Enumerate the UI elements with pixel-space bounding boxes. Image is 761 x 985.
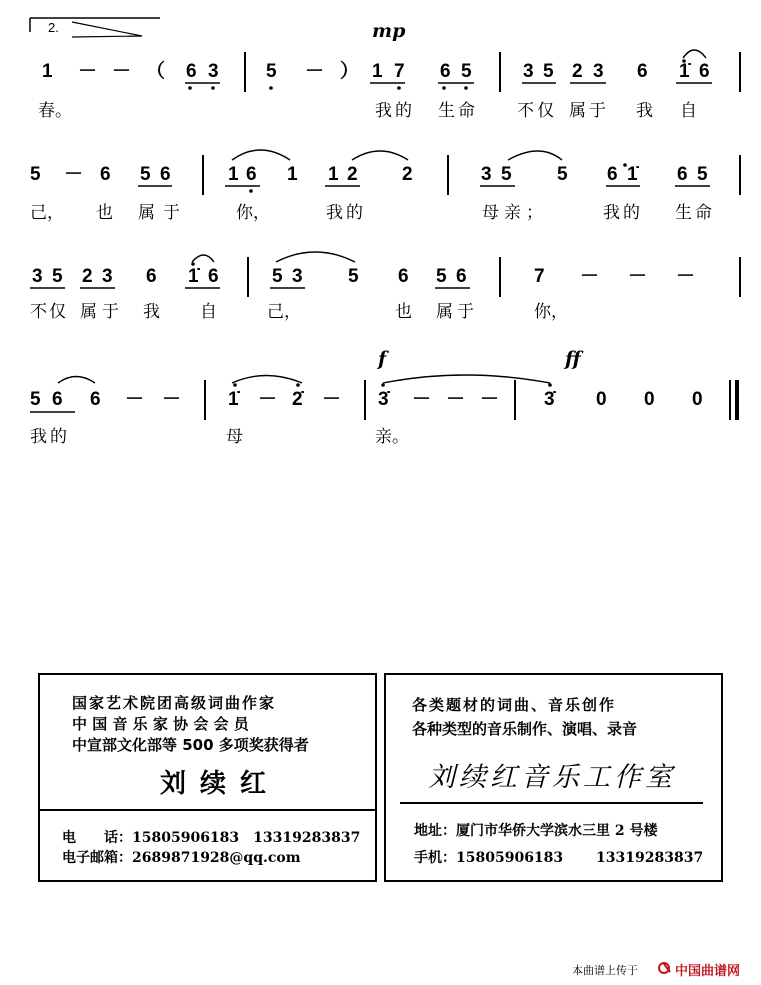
note: 1 bbox=[372, 61, 383, 82]
note: 5 bbox=[461, 61, 472, 82]
lyric: 我的 bbox=[603, 203, 643, 223]
note: 5 bbox=[501, 164, 512, 185]
phone-line: 电 话：15805906183 13319283837 bbox=[62, 830, 361, 846]
note: ） bbox=[340, 61, 360, 82]
note: － bbox=[446, 389, 466, 410]
note: － bbox=[64, 164, 84, 185]
note: 6 bbox=[677, 164, 688, 185]
lyric: 我的 bbox=[30, 427, 70, 447]
note: 5 bbox=[52, 266, 63, 287]
note: 2 bbox=[82, 266, 93, 287]
note: 6 bbox=[52, 389, 63, 410]
note: － bbox=[112, 61, 132, 82]
lyric: 不仅 bbox=[30, 302, 68, 322]
lyric: 亲。 bbox=[375, 427, 409, 447]
note: － bbox=[78, 61, 98, 82]
note: 0 bbox=[692, 389, 703, 410]
lyric: 属于 bbox=[80, 302, 124, 322]
title-line-1: 国家艺术院团高级词曲作家 bbox=[72, 694, 277, 712]
note: 6 bbox=[90, 389, 101, 410]
lyric: 自 bbox=[200, 302, 217, 322]
note: 7 bbox=[534, 266, 545, 287]
volta-label: 2. bbox=[48, 20, 59, 35]
note: 3 bbox=[523, 61, 534, 82]
note: 1 bbox=[228, 164, 239, 185]
note: 2 bbox=[402, 164, 413, 185]
note: 0 bbox=[644, 389, 655, 410]
note: 5 bbox=[272, 266, 283, 287]
note: － bbox=[580, 266, 600, 287]
beam-underlines bbox=[30, 83, 712, 412]
note: 3 bbox=[208, 61, 219, 82]
note: 7 bbox=[394, 61, 405, 82]
note: － bbox=[305, 61, 325, 82]
lyric: 己， bbox=[267, 302, 301, 322]
lyric: 生命 bbox=[675, 203, 715, 223]
note: 1̇ bbox=[627, 164, 638, 185]
lyric: 属于 bbox=[436, 302, 478, 322]
lyric: 我的 bbox=[375, 101, 415, 121]
note: 1 bbox=[287, 164, 298, 185]
note: 2 bbox=[347, 164, 358, 185]
composer-info-box bbox=[38, 673, 377, 882]
note: 3 bbox=[102, 266, 113, 287]
note: 5 bbox=[436, 266, 447, 287]
composer-signature: 刘续红 bbox=[160, 769, 281, 799]
service-line-1: 各类题材的词曲、音乐创作 bbox=[412, 696, 617, 714]
note: 3 bbox=[593, 61, 604, 82]
title-line-3: 中宣部文化部等 500 多项奖获得者 bbox=[72, 736, 309, 754]
note: 0 bbox=[596, 389, 607, 410]
note: 6 bbox=[100, 164, 111, 185]
note: 3 bbox=[32, 266, 43, 287]
service-line-2: 各种类型的音乐制作、演唱、录音 bbox=[412, 720, 638, 738]
lyric: 春。 bbox=[38, 101, 72, 121]
note: 3̇ bbox=[378, 389, 389, 410]
site-logo-icon bbox=[657, 960, 673, 974]
note: 1̇ bbox=[228, 389, 239, 410]
lyric: 母亲； bbox=[482, 203, 548, 223]
note: 6 bbox=[146, 266, 157, 287]
note: （ bbox=[146, 61, 166, 82]
divider bbox=[400, 802, 703, 804]
dynamic-f: f bbox=[378, 348, 387, 370]
note: － bbox=[258, 389, 278, 410]
note: 1̇ bbox=[679, 61, 690, 82]
lyric: 你， bbox=[236, 203, 270, 223]
lyric: 不仅 bbox=[517, 101, 557, 121]
lyric: 己， bbox=[30, 203, 64, 223]
note: 5 bbox=[30, 389, 41, 410]
lyric: 生命 bbox=[438, 101, 478, 121]
note: 2 bbox=[572, 61, 583, 82]
lyric: 也 bbox=[96, 203, 113, 223]
note: 6 bbox=[208, 266, 219, 287]
note: 6 bbox=[607, 164, 618, 185]
note: 5 bbox=[266, 61, 277, 82]
note: 5 bbox=[557, 164, 568, 185]
lyric: 属于 bbox=[138, 203, 188, 223]
note: 2̇ bbox=[292, 389, 303, 410]
lyric: 我 bbox=[143, 302, 160, 322]
note: 5 bbox=[348, 266, 359, 287]
note: 5 bbox=[543, 61, 554, 82]
lyric: 母 bbox=[226, 427, 243, 447]
note: 6 bbox=[440, 61, 451, 82]
note: 5 bbox=[140, 164, 151, 185]
divider bbox=[40, 809, 375, 811]
note: 5 bbox=[697, 164, 708, 185]
dynamic-mp: mp bbox=[372, 20, 406, 42]
dynamic-ff: ff bbox=[565, 348, 581, 370]
note: 1 bbox=[328, 164, 339, 185]
studio-info-box bbox=[384, 673, 723, 882]
note: 3 bbox=[292, 266, 303, 287]
note: 6 bbox=[186, 61, 197, 82]
mobile-line: 手机：15805906183 13319283837 bbox=[414, 850, 704, 866]
note: 6 bbox=[398, 266, 409, 287]
note: 6 bbox=[699, 61, 710, 82]
note: － bbox=[676, 266, 696, 287]
studio-signature: 刘续红音乐工作室 bbox=[428, 762, 676, 793]
note: － bbox=[125, 389, 145, 410]
note: 6 bbox=[160, 164, 171, 185]
note: 6 bbox=[637, 61, 648, 82]
title-line-2: 中 国 音 乐 家 协 会 会 员 bbox=[72, 715, 249, 733]
lyric: 属于 bbox=[569, 101, 609, 121]
lyric: 我 bbox=[636, 101, 653, 121]
lyric: 自 bbox=[680, 101, 697, 121]
note: 1̇ bbox=[188, 266, 199, 287]
note: 6 bbox=[456, 266, 467, 287]
site-logo-text[interactable]: 中国曲谱网 bbox=[675, 964, 741, 979]
lyric: 你， bbox=[534, 302, 568, 322]
note: － bbox=[322, 389, 342, 410]
note: 6 bbox=[246, 164, 257, 185]
note: 3̇ bbox=[544, 389, 555, 410]
address-line: 地址：厦门市华侨大学滨水三里 2 号楼 bbox=[414, 823, 658, 839]
note: － bbox=[628, 266, 648, 287]
note: 1 bbox=[42, 61, 53, 82]
email-line: 电子邮箱：2689871928@qq.com bbox=[62, 850, 301, 866]
note: － bbox=[412, 389, 432, 410]
note: － bbox=[162, 389, 182, 410]
lyric: 也 bbox=[395, 302, 412, 322]
note: 5 bbox=[30, 164, 41, 185]
octave-dots bbox=[188, 59, 686, 387]
note: 3 bbox=[481, 164, 492, 185]
lyric: 我的 bbox=[326, 203, 366, 223]
upload-note: 本曲谱上传于 bbox=[572, 964, 638, 977]
note: － bbox=[480, 389, 500, 410]
